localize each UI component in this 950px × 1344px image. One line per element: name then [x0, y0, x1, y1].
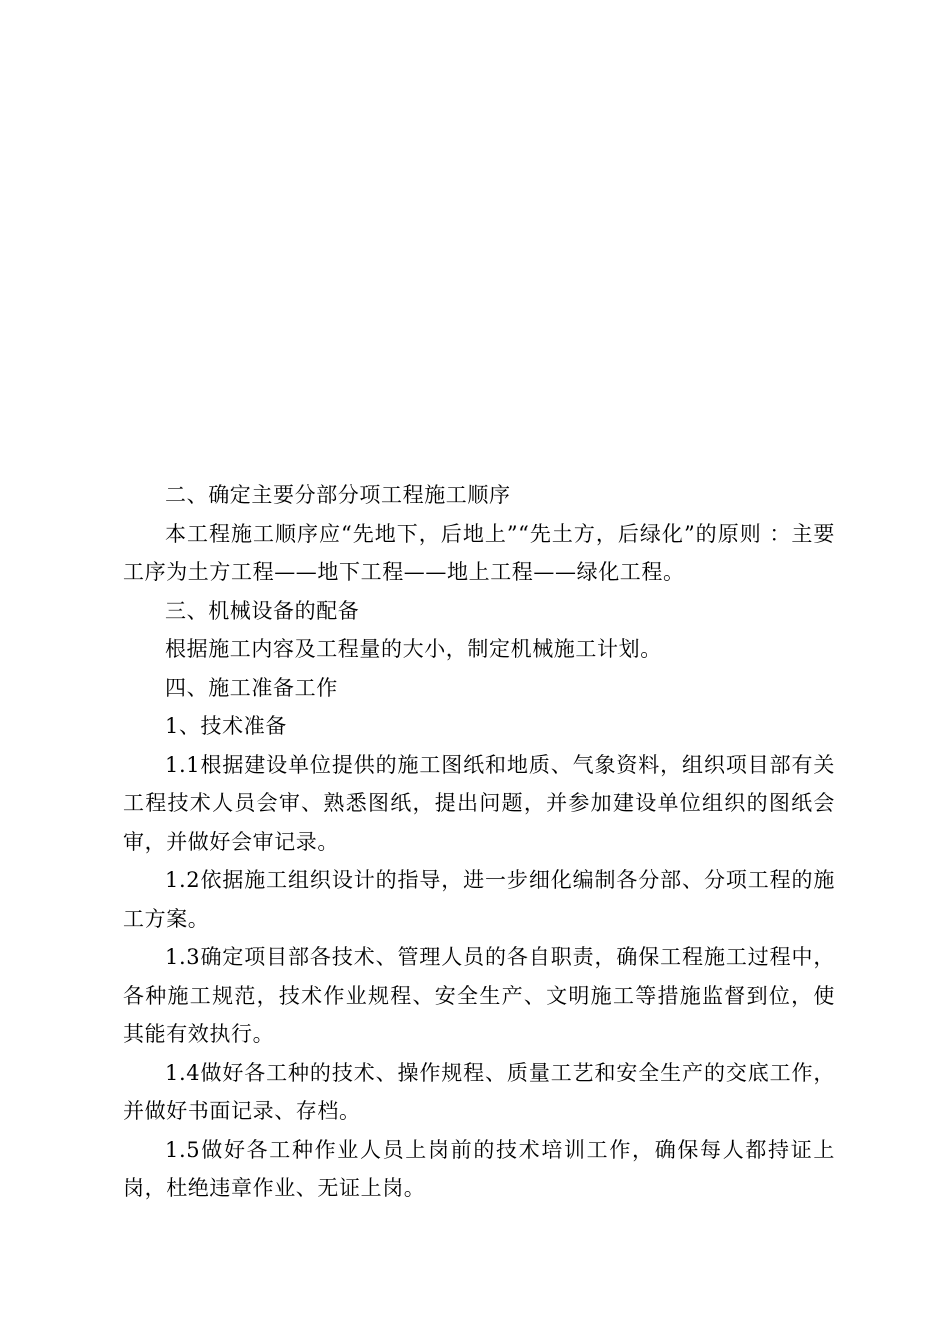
section-heading-construction-sequence: 二、确定主要分部分项工程施工顺序 — [165, 483, 511, 507]
section-heading-preparation: 四、施工准备工作 — [165, 675, 338, 700]
paragraph-1-4: 1.4做好各工种的技术、操作规程、质量工艺和安全生产的交底工作，并做好书面记录、存档。 — [123, 1060, 835, 1123]
subsection-heading-technical-preparation: 1、技术准备 — [165, 714, 287, 738]
paragraph-machinery-plan: 根据施工内容及工程量的大小，制定机械施工计划。 — [165, 637, 662, 661]
document-body — [123, 476, 835, 1208]
paragraph-1-1: 1.1根据建设单位提供的施工图纸和地质、气象资料，组织项目部有关工程技术人员会审、熟悉图纸，提出问题，并参加建设单位组织的图纸会审，并做好会审记录。 — [123, 752, 835, 854]
section-heading-machinery: 三、机械设备的配备 — [165, 598, 360, 623]
paragraph-1-2: 1.2依据施工组织设计的指导，进一步细化编制各分部、分项工程的施工方案。 — [123, 868, 835, 931]
paragraph-construction-order: 本工程施工顺序应“先地下，后地上”“先土方，后绿化”的原则 ：主要工序为土方工程——地下工程——地上工程——绿化工程。 — [123, 521, 835, 584]
paragraph-1-5: 1.5做好各工种作业人员上岗前的技术培训工作，确保每人都持证上岗，杜绝违章作业、无证上岗。 — [123, 1137, 835, 1200]
paragraph-1-3: 1.3确定项目部各技术、管理人员的各自职责，确保工程施工过程中，各种施工规范，技术作业规程、安全生产、文明施工等措施监督到位，使其能有效执行。 — [123, 945, 835, 1046]
